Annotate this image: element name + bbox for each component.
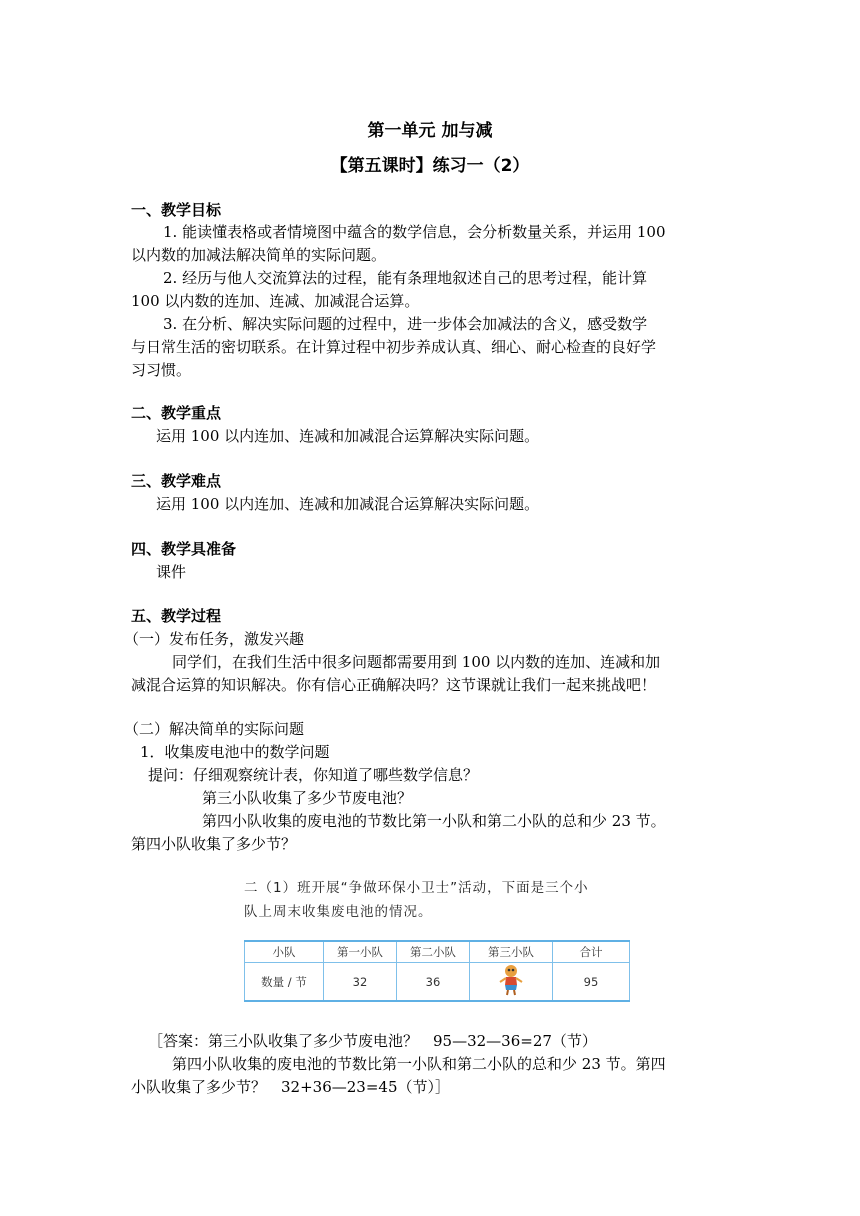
table-header-cell: 第二小队 <box>397 941 470 963</box>
difficulties-text: 运用 100 以内连加、连减和加减混合运算解决实际问题。 <box>156 495 540 513</box>
table-cell: 数量 / 节 <box>245 963 324 1002</box>
process-part-2-title: （二）解决简单的实际问题 <box>124 720 305 738</box>
table-header-cell: 第三小队 <box>470 941 553 963</box>
figure-text-line-2: 队上周末收集废电池的情况。 <box>244 904 433 920</box>
table-cell-mascot <box>470 963 553 1002</box>
question-4: 第四小队收集了多少节？ <box>131 835 297 853</box>
table-cell: 95 <box>553 963 630 1002</box>
table-header-row <box>245 941 630 963</box>
process-part-1-line-1: 同学们，在我们生活中很多问题都需要用到 100 以内数的连加、连减和加 <box>172 653 661 671</box>
objective-3-line-1: 3. 在分析、解决实际问题的过程中，进一步体会加减法的含义，感受数学 <box>148 315 648 333</box>
objective-2-line-1: 2. 经历与他人交流算法的过程，能有条理地叙述自己的思考过程，能计算 <box>148 269 648 287</box>
process-part-2-item: 1．收集废电池中的数学问题 <box>140 743 330 761</box>
lesson-title: 【第五课时】练习一（2） <box>330 156 530 176</box>
key-points-text: 运用 100 以内连加、连减和加减混合运算解决实际问题。 <box>156 427 540 445</box>
process-part-1-line-2: 减混合运算的知识解决。你有信心正确解决吗？这节课就让我们一起来挑战吧！ <box>131 676 657 694</box>
objective-1-line-1: 1. 能读懂表格或者情境图中蕴含的数学信息，会分析数量关系，并运用 100 <box>148 223 666 241</box>
objective-2-line-2: 100 以内数的连加、连减、加减混合运算。 <box>131 292 420 310</box>
table-row <box>245 963 630 1002</box>
objective-3-line-2: 与日常生活的密切联系。在计算过程中初步养成认真、细心、耐心检查的良好学 <box>131 338 657 356</box>
question-3: 第四小队收集的废电池的节数比第一小队和第二小队的总和少 23 节。 <box>202 812 666 830</box>
textbook-figure <box>244 866 634 994</box>
question-1: 提问：仔细观察统计表，你知道了哪些数学信息？ <box>148 766 479 784</box>
answer-line-3: 小队收集了多少节？ 32+36—23=45（节）］ <box>131 1078 450 1096</box>
table-header-cell: 小队 <box>245 941 324 963</box>
section-heading-key-points: 二、教学重点 <box>131 404 222 422</box>
mascot-icon <box>498 963 524 1000</box>
section-heading-process: 五、教学过程 <box>131 607 222 625</box>
objective-3-line-3: 习习惯。 <box>131 361 192 379</box>
materials-text: 课件 <box>156 563 187 581</box>
table-cell: 36 <box>397 963 470 1002</box>
figure-text-line-1: 二（1）班开展“争做环保小卫士”活动，下面是三个小 <box>244 880 589 896</box>
table-header-cell: 第一小队 <box>324 941 397 963</box>
table-header-cell: 合计 <box>553 941 630 963</box>
question-2: 第三小队收集了多少节废电池？ <box>202 789 413 807</box>
objective-1-line-2: 以内数的加减法解决简单的实际问题。 <box>131 246 387 264</box>
section-heading-objectives: 一、教学目标 <box>131 201 222 219</box>
table-cell: 32 <box>324 963 397 1002</box>
process-part-1-title: （一）发布任务，激发兴趣 <box>124 630 305 648</box>
battery-collection-table <box>244 940 630 1002</box>
answer-line-2: 第四小队收集的废电池的节数比第一小队和第二小队的总和少 23 节。第四 <box>172 1055 666 1073</box>
unit-title: 第一单元 加与减 <box>367 121 493 141</box>
answer-line-1: ［答案：第三小队收集了多少节废电池？ 95—32—36=27（节） <box>148 1032 597 1050</box>
section-heading-difficulties: 三、教学难点 <box>131 472 222 490</box>
section-heading-materials: 四、教学具准备 <box>131 540 237 558</box>
